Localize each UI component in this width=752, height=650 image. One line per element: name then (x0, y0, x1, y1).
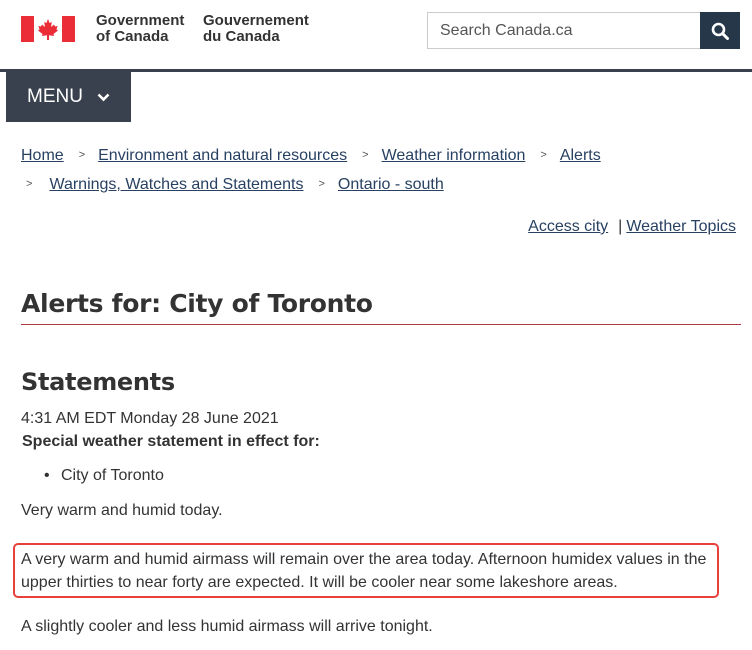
breadcrumb-warnings[interactable]: Warnings, Watches and Statements (49, 176, 304, 193)
wordmark-fr-line2: du Canada (203, 28, 280, 45)
site-header (0, 0, 752, 72)
breadcrumb-continued (26, 176, 444, 194)
page-title: Alerts for: City of Toronto (21, 289, 373, 318)
breadcrumb-separator-icon: > (78, 149, 86, 161)
statement-summary: Very warm and humid today. (21, 502, 223, 519)
link-divider: | (618, 218, 623, 235)
access-city-link[interactable]: Access city (528, 218, 609, 235)
breadcrumb-separator-icon: > (318, 178, 325, 190)
breadcrumb-separator-icon: > (362, 149, 369, 161)
chevron-down-icon (97, 93, 110, 102)
statement-outlook: A slightly cooler and less humid airmass will arrive tonight. (21, 618, 433, 635)
section-heading: Statements (21, 368, 175, 396)
issued-timestamp: 4:31 AM EDT Monday 28 June 2021 (21, 410, 279, 427)
wordmark-english (96, 13, 184, 45)
search-button[interactable] (700, 12, 740, 49)
wordmark-fr-line1: Gouvernement (203, 12, 309, 29)
breadcrumb-separator-icon: > (540, 149, 547, 161)
wordmark-en-line2: of Canada (96, 28, 169, 45)
page-links (528, 218, 736, 236)
wordmark-french (203, 13, 309, 45)
menu-label: MENU (27, 86, 83, 107)
breadcrumb-environment[interactable]: Environment and natural resources (98, 147, 348, 164)
effect-label: Special weather statement in effect for: (22, 433, 320, 450)
weather-topics-link[interactable]: Weather Topics (626, 218, 736, 235)
breadcrumb-alerts[interactable]: Alerts (559, 147, 601, 164)
list-item: • City of Toronto (61, 467, 164, 485)
statement-details: A very warm and humid airmass will remain over the area today. Afternoon humidex values in the upper thirties to near forty are expected. It will be cooler near some lakeshore areas. (21, 551, 707, 591)
menu-button[interactable] (6, 72, 131, 122)
wordmark-en-line1: Government (96, 12, 185, 29)
breadcrumb-separator-icon: > (26, 178, 33, 190)
search-icon (711, 22, 729, 40)
breadcrumb (21, 147, 601, 165)
canada-flag-icon (21, 16, 75, 42)
area-list (61, 467, 164, 485)
breadcrumb-ontario-south[interactable]: Ontario - south (337, 176, 444, 193)
search-input[interactable] (427, 12, 700, 49)
breadcrumb-weather-information[interactable]: Weather information (381, 147, 526, 164)
breadcrumb-home[interactable]: Home (21, 147, 64, 164)
title-divider (21, 324, 741, 325)
